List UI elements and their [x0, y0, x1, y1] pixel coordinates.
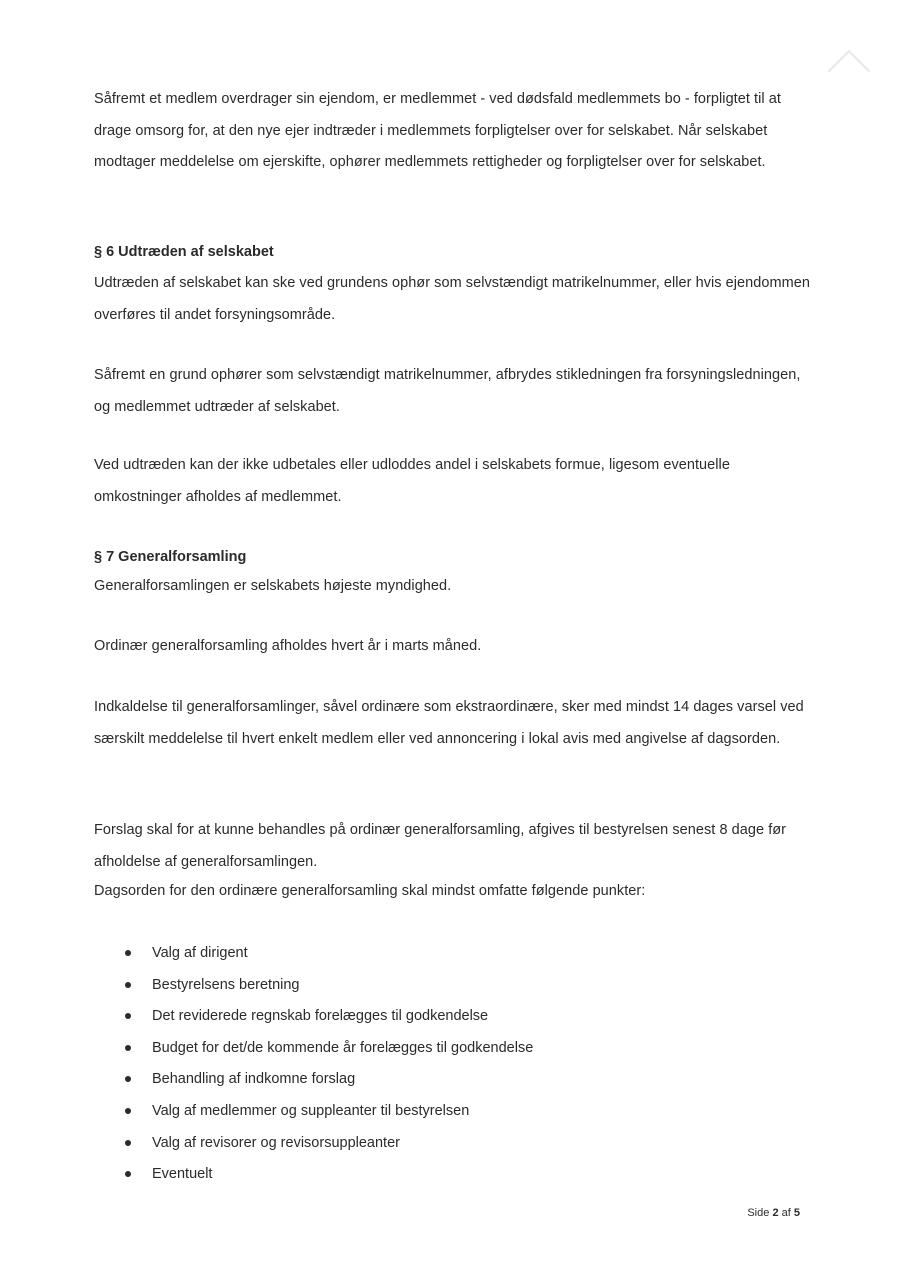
agenda-item-text: Valg af dirigent	[152, 945, 248, 961]
section-6-paragraph-3: Ved udtræden kan der ikke udbetales eller udloddes andel i selskabets formue, ligesom eventuelle omkostninger afholdes af medlemmet.	[94, 457, 730, 505]
footer-separator: af	[781, 1207, 791, 1219]
faint-show-through-mark	[828, 50, 870, 92]
page-number-footer	[747, 1207, 800, 1219]
bullet-icon	[125, 1140, 131, 1146]
section-6-paragraph-1: Udtræden af selskabet kan ske ved grundens ophør som selvstændigt matrikelnummer, eller hvis ejendommen overføres til andet forsyningsområde.	[94, 275, 810, 323]
list-item	[124, 1097, 533, 1129]
list-item	[124, 971, 533, 1003]
section-7-paragraph-4: Forslag skal for at kunne behandles på ordinær generalforsamling, afgives til bestyrelsen senest 8 dage før afholdelse af generalforsamlingen.	[94, 822, 787, 870]
section-6-paragraph-2: Såfremt en grund ophører som selvstændigt matrikelnummer, afbrydes stikledningen fra forsyningsledningen, og medlemmet udtræder af selskabet.	[94, 367, 801, 415]
bullet-icon	[125, 1171, 131, 1177]
agenda-item-text: Behandling af indkomne forslag	[152, 1071, 356, 1088]
list-item	[124, 1065, 533, 1097]
section-7-heading: § 7 Generalforsamling	[94, 549, 247, 565]
agenda-list	[124, 939, 533, 1192]
section-7-paragraph-1: Generalforsamlingen er selskabets højeste myndighed.	[94, 578, 452, 594]
section-7-paragraph-3: Indkaldelse til generalforsamlinger, såvel ordinære som ekstraordinære, sker med mindst 14 dages varsel ved særskilt meddelelse til hvert enkelt medlem eller ved annoncering i lokal avis med angivelse af dagsorden.	[94, 699, 804, 747]
section-7-paragraph-2: Ordinær generalforsamling afholdes hvert år i marts måned.	[94, 638, 482, 654]
list-item	[124, 1034, 533, 1066]
list-item	[124, 1129, 533, 1161]
agenda-item-text: Bestyrelsens beretning	[152, 976, 300, 993]
list-item	[124, 1160, 533, 1192]
bullet-icon	[125, 1076, 131, 1082]
agenda-item-text: Valg af medlemmer og suppleanter til bestyrelsen	[152, 1102, 470, 1119]
agenda-item-text: Valg af revisorer og revisorsuppleanter	[152, 1134, 400, 1151]
footer-page-number: 2	[772, 1207, 779, 1219]
section-6-heading: § 6 Udtræden af selskabet	[94, 244, 274, 260]
bullet-icon	[125, 1108, 131, 1114]
intro-paragraph: Såfremt et medlem overdrager sin ejendom, er medlemmet - ved dødsfald medlemmets bo - forpligtet til at drage omsorg for, at den nye ejer indtræder i medlemmets forpligtelser over for selskabet. Når selskabet modtager meddelelse om ejerskifte, ophører medlemmets rettigheder og forpligtelser over for selskabet.	[94, 91, 781, 170]
bullet-icon	[125, 1045, 131, 1051]
agenda-item-text: Det reviderede regnskab forelægges til godkendelse	[152, 1008, 489, 1025]
bullet-icon	[125, 950, 131, 956]
footer-prefix: Side	[747, 1207, 770, 1219]
list-item	[124, 1002, 533, 1034]
footer-total-pages: 5	[793, 1207, 800, 1219]
bullet-icon	[125, 1013, 131, 1019]
bullet-icon	[125, 982, 131, 988]
section-7-paragraph-5: Dagsorden for den ordinære generalforsamling skal mindst omfatte følgende punkter:	[94, 883, 646, 899]
agenda-item-text: Budget for det/de kommende år forelægges til godkendelse	[152, 1039, 534, 1056]
agenda-item-text: Eventuelt	[152, 1166, 213, 1183]
list-item	[124, 939, 533, 971]
